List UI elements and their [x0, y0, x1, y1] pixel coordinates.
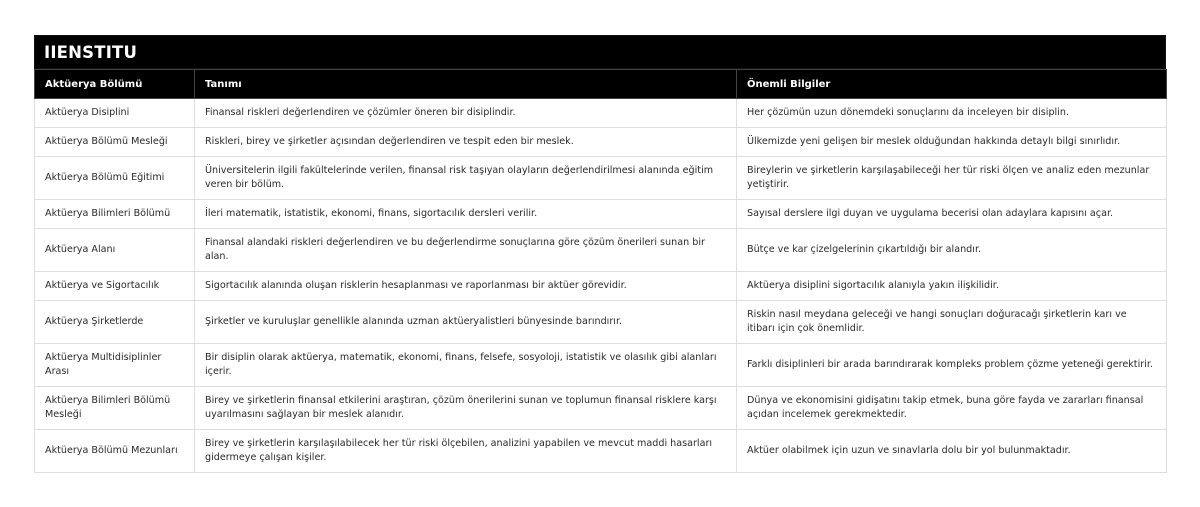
table-cell: Aktüerya Multidisiplinler Arası	[35, 344, 195, 387]
table-cell: Bir disiplin olarak aktüerya, matematik, ekonomi, finans, felsefe, sosyoloji, istatistik ve olasılık gibi alanları içerir.	[195, 344, 737, 387]
table-cell: İleri matematik, istatistik, ekonomi, finans, sigortacılık dersleri verilir.	[195, 200, 737, 229]
table-cell: Aktüerya Bilimleri Bölümü	[35, 200, 195, 229]
table-cell: Aktüerya Şirketlerde	[35, 301, 195, 344]
table-row	[35, 301, 1167, 344]
table-row	[35, 430, 1167, 473]
column-header: Önemli Bilgiler	[737, 70, 1167, 99]
table-row	[35, 344, 1167, 387]
table-row	[35, 157, 1167, 200]
table-row	[35, 128, 1167, 157]
table-cell: Dünya ve ekonomisini gidişatını takip etmek, buna göre fayda ve zararları finansal açıdan incelemek gerekmektedir.	[737, 387, 1167, 430]
table-cell: Üniversitelerin ilgili fakültelerinde verilen, finansal risk taşıyan olayların değerlendirilmesi alanında eğitim veren bir bölüm.	[195, 157, 737, 200]
table-cell: Birey ve şirketlerin finansal etkilerini araştıran, çözüm önerilerini sunan ve toplumun finansal risklere karşı uyarılmasını sağlayan bir meslek alanıdır.	[195, 387, 737, 430]
table-cell: Aktüerya Bilimleri Bölümü Mesleği	[35, 387, 195, 430]
table-cell: Aktüerya Bölümü Mesleği	[35, 128, 195, 157]
table-row	[35, 99, 1167, 128]
column-header: Aktüerya Bölümü	[35, 70, 195, 99]
table-cell: Riskin nasıl meydana geleceği ve hangi sonuçları doğuracağı şirketlerin karı ve itibarı için çok önemlidir.	[737, 301, 1167, 344]
table-cell: Aktüerya Bölümü Eğitimi	[35, 157, 195, 200]
column-header: Tanımı	[195, 70, 737, 99]
table-card	[34, 35, 1166, 473]
table-cell: Aktüerya disiplini sigortacılık alanıyla yakın ilişkilidir.	[737, 272, 1167, 301]
table-cell: Aktüer olabilmek için uzun ve sınavlarla dolu bir yol bulunmaktadır.	[737, 430, 1167, 473]
header-row	[35, 70, 1167, 99]
table-cell: Finansal alandaki riskleri değerlendiren ve bu değerlendirme sonuçlarına göre çözüm önerileri sunan bir alan.	[195, 229, 737, 272]
table-cell: Farklı disiplinleri bir arada barındırarak kompleks problem çözme yeteneği gerektirir.	[737, 344, 1167, 387]
table-cell: Aktüerya Alanı	[35, 229, 195, 272]
data-table	[34, 69, 1167, 473]
table-cell: Sayısal derslere ilgi duyan ve uygulama becerisi olan adaylara kapısını açar.	[737, 200, 1167, 229]
table-cell: Bireylerin ve şirketlerin karşılaşabileceği her tür riski ölçen ve analiz eden mezunlar yetiştirir.	[737, 157, 1167, 200]
table-row	[35, 229, 1167, 272]
table-cell: Aktüerya Bölümü Mezunları	[35, 430, 195, 473]
brand-header	[34, 35, 1166, 69]
table-row	[35, 387, 1167, 430]
table-cell: Finansal riskleri değerlendiren ve çözümler öneren bir disiplindir.	[195, 99, 737, 128]
table-row	[35, 200, 1167, 229]
table-cell: Birey ve şirketlerin karşılaşılabilecek her tür riski ölçebilen, analizini yapabilen ve mevcut maddi hasarları gidermeye çalışan kişiler.	[195, 430, 737, 473]
table-row	[35, 272, 1167, 301]
brand-logo-text: IIENSTITU	[44, 42, 138, 62]
table-cell: Her çözümün uzun dönemdeki sonuçlarını da inceleyen bir disiplin.	[737, 99, 1167, 128]
table-cell: Bütçe ve kar çizelgelerinin çıkartıldığı bir alandır.	[737, 229, 1167, 272]
table-cell: Sigortacılık alanında oluşan risklerin hesaplanması ve raporlanması bir aktüer görevidir.	[195, 272, 737, 301]
table-cell: Şirketler ve kuruluşlar genellikle alanında uzman aktüeryalistleri bünyesinde barındırır.	[195, 301, 737, 344]
table-cell: Ülkemizde yeni gelişen bir meslek olduğundan hakkında detaylı bilgi sınırlıdır.	[737, 128, 1167, 157]
table-cell: Aktüerya Disiplini	[35, 99, 195, 128]
table-cell: Riskleri, birey ve şirketler açısından değerlendiren ve tespit eden bir meslek.	[195, 128, 737, 157]
table-cell: Aktüerya ve Sigortacılık	[35, 272, 195, 301]
